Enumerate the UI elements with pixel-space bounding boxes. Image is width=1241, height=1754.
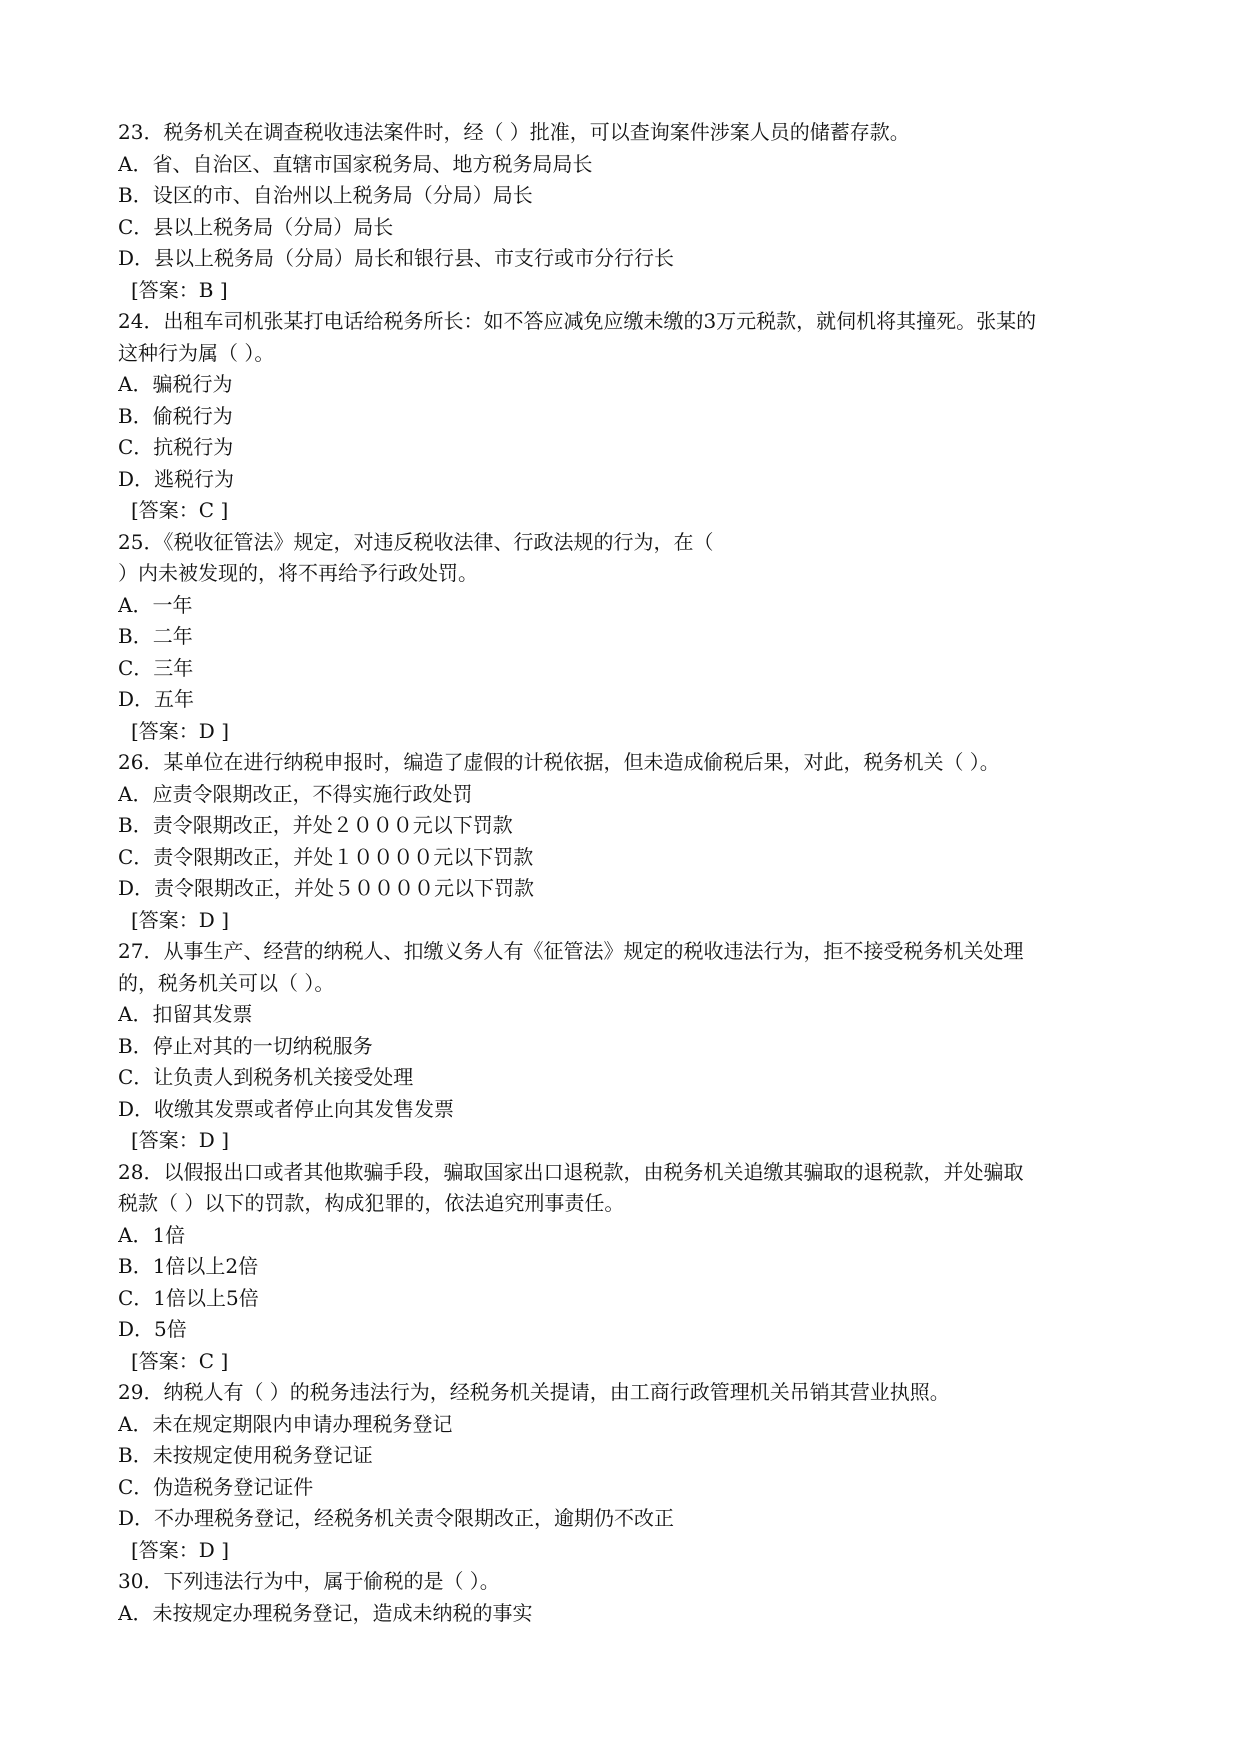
option-b: B．二年: [118, 624, 193, 648]
option-list: [118, 779, 1128, 905]
answer-label: [答案：C ]: [131, 498, 229, 522]
option-c: C．抗税行为: [118, 435, 234, 459]
question-25: [118, 527, 1128, 748]
document-page: [118, 117, 1128, 1629]
option-c: C．责令限期改正，并处１００００元以下罚款: [118, 844, 534, 869]
option-a: A．省、自治区、直辖市国家税务局、地方税务局局长: [118, 151, 593, 176]
question-text: 30．下列违法行为中，属于偷税的是（ ）。: [118, 1569, 500, 1593]
option-list: [118, 1409, 1128, 1535]
option-c: C．让负责人到税务机关接受处理: [118, 1065, 414, 1089]
question-30: [118, 1566, 1128, 1629]
option-c: C．三年: [118, 655, 194, 680]
option-c: C．县以上税务局（分局）局长: [118, 214, 394, 239]
option-b: B．停止对其的一切纳税服务: [118, 1033, 373, 1058]
option-list: [118, 590, 1128, 716]
option-list: [118, 369, 1128, 495]
question-text: 28．以假报出口或者其他欺骗手段，骗取国家出口退税款，由税务机关追缴其骗取的退税款，并处骗取: [118, 1159, 1024, 1184]
question-26: [118, 747, 1128, 936]
answer-label: [答案：D ]: [131, 907, 229, 932]
option-c: C．伪造税务登记证件: [118, 1474, 314, 1499]
answer-label: [答案：D ]: [131, 718, 229, 743]
option-list: [118, 1598, 1128, 1630]
answer-label: [答案：D ]: [131, 1128, 229, 1152]
option-d: D．县以上税务局（分局）局长和银行县、市支行或市分行行长: [118, 246, 675, 270]
option-a: A．未按规定办理税务登记，造成未纳税的事实: [118, 1600, 533, 1625]
option-a: A．一年: [118, 592, 193, 617]
question-text: 27．从事生产、经营的纳税人、扣缴义务人有《征管法》规定的税收违法行为，拒不接受税务机关处理: [118, 939, 1024, 963]
question-23: [118, 117, 1128, 306]
question-24: [118, 306, 1128, 527]
question-29: [118, 1377, 1128, 1566]
option-list: [118, 149, 1128, 275]
question-text: 29．纳税人有（ ）的税务违法行为，经税务机关提请，由工商行政管理机关吊销其营业执照。: [118, 1380, 950, 1404]
option-d: D．逃税行为: [118, 466, 235, 491]
option-b: B．未按规定使用税务登记证: [118, 1443, 373, 1467]
option-d: D．5倍: [118, 1317, 187, 1341]
answer-label: [答案：B ]: [131, 277, 228, 302]
option-b: B．1倍以上2倍: [118, 1254, 259, 1278]
option-list: [118, 1220, 1128, 1346]
question-text-continued: 这种行为属（ ）。: [118, 340, 275, 365]
option-a: A．骗税行为: [118, 372, 233, 396]
option-a: A．应责令限期改正，不得实施行政处罚: [118, 781, 473, 806]
option-list: [118, 999, 1128, 1125]
option-b: B．责令限期改正，并处２０００元以下罚款: [118, 813, 513, 837]
option-d: D．收缴其发票或者停止向其发售发票: [118, 1096, 455, 1121]
option-b: B．偷税行为: [118, 403, 233, 428]
option-a: A．扣留其发票: [118, 1002, 253, 1026]
question-27: [118, 936, 1128, 1157]
option-d: D．不办理税务登记，经税务机关责令限期改正，逾期仍不改正: [118, 1506, 675, 1530]
option-b: B．设区的市、自治州以上税务局（分局）局长: [118, 183, 533, 207]
question-text-continued: 税款（ ）以下的罚款，构成犯罪的，依法追究刑事责任。: [118, 1191, 625, 1215]
answer-label: [答案：C ]: [131, 1348, 229, 1373]
question-text: 24．出租车司机张某打电话给税务所长：如不答应减免应缴未缴的3万元税款，就伺机将其撞死。张某的: [118, 309, 1037, 333]
option-d: D．五年: [118, 687, 195, 711]
question-28: [118, 1157, 1128, 1378]
question-text: 25．《税收征管法》规定，对违反税收法律、行政法规的行为，在（: [118, 529, 714, 554]
option-d: D．责令限期改正，并处５００００元以下罚款: [118, 876, 535, 900]
question-text: 26．某单位在进行纳税申报时，编造了虚假的计税依据，但未造成偷税后果，对此，税务机关（ ）。: [118, 750, 1000, 774]
question-text: 23．税务机关在调查税收违法案件时，经（ ）批准，可以查询案件涉案人员的储蓄存款。: [118, 120, 910, 144]
option-a: A．1倍: [118, 1222, 186, 1247]
question-text-continued: ）内未被发现的，将不再给予行政处罚。: [118, 561, 478, 585]
option-c: C．1倍以上5倍: [118, 1285, 259, 1310]
answer-label: [答案：D ]: [131, 1537, 229, 1562]
option-a: A．未在规定期限内申请办理税务登记: [118, 1411, 453, 1436]
question-text-continued: 的，税务机关可以（ ）。: [118, 970, 335, 995]
